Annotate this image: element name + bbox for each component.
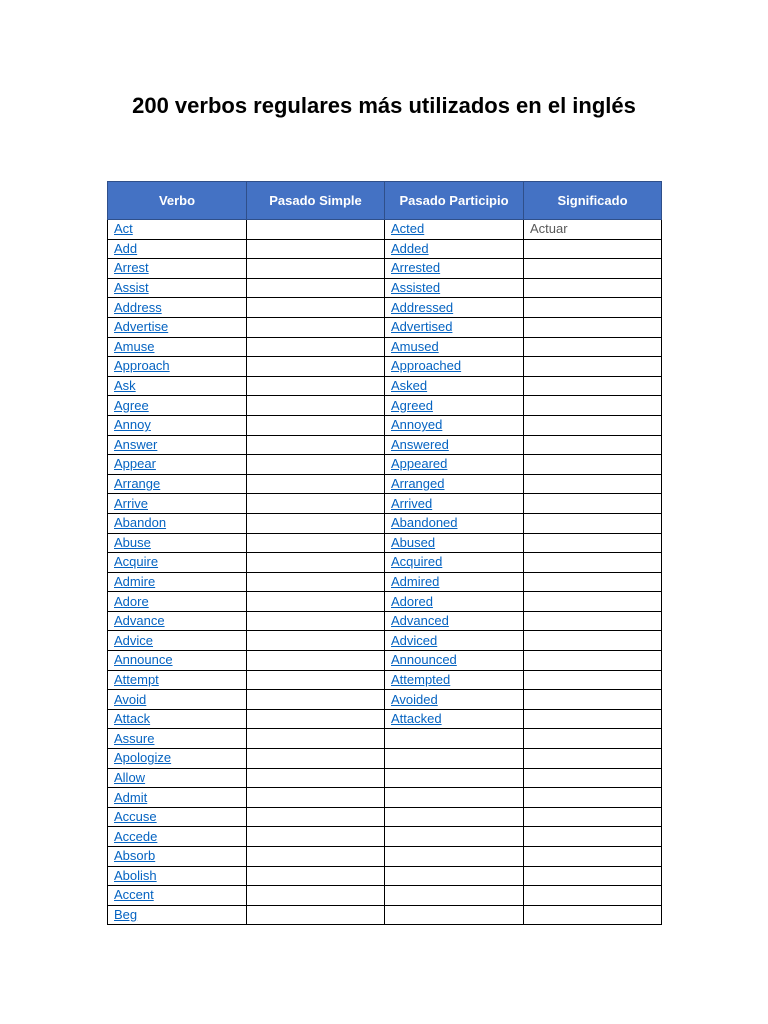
table-row xyxy=(108,847,662,867)
past-participle-cell-link[interactable]: Attacked xyxy=(391,711,442,727)
simple-past-cell xyxy=(247,553,385,573)
verb-cell xyxy=(108,690,247,710)
past-participle-cell-link[interactable]: Annoyed xyxy=(391,417,443,433)
simple-past-cell xyxy=(247,827,385,847)
verb-cell xyxy=(108,788,247,808)
table-row xyxy=(108,905,662,925)
table-row xyxy=(108,768,662,788)
verb-cell xyxy=(108,396,247,416)
verb-cell-link[interactable]: Admire xyxy=(114,573,156,589)
past-participle-cell xyxy=(385,572,524,592)
verb-cell-link[interactable]: Attack xyxy=(114,711,151,727)
table-row xyxy=(108,357,662,377)
meaning-cell xyxy=(524,847,662,867)
verb-cell-link[interactable]: Accede xyxy=(114,828,158,844)
table-row xyxy=(108,455,662,475)
past-participle-cell xyxy=(385,729,524,749)
verb-cell-link[interactable]: Abolish xyxy=(114,867,157,883)
verb-cell xyxy=(108,357,247,377)
table-row xyxy=(108,631,662,651)
past-participle-cell xyxy=(385,827,524,847)
past-participle-cell xyxy=(385,866,524,886)
table-row xyxy=(108,513,662,533)
verb-cell-link[interactable]: Beg xyxy=(114,907,138,923)
past-participle-cell-link[interactable]: Admired xyxy=(391,573,440,589)
table-row xyxy=(108,866,662,886)
table-row xyxy=(108,396,662,416)
past-participle-cell xyxy=(385,690,524,710)
verb-cell-link[interactable]: Abuse xyxy=(114,534,151,550)
verb-cell xyxy=(108,533,247,553)
verb-cell xyxy=(108,376,247,396)
simple-past-cell xyxy=(247,317,385,337)
past-participle-cell-link[interactable]: Abandoned xyxy=(391,515,458,531)
table-row xyxy=(108,317,662,337)
simple-past-cell xyxy=(247,631,385,651)
meaning-cell xyxy=(524,905,662,925)
table-header-row xyxy=(108,182,662,220)
verb-cell-link[interactable]: Amuse xyxy=(114,338,155,354)
meaning-cell xyxy=(524,317,662,337)
simple-past-cell xyxy=(247,220,385,240)
verb-cell-link[interactable]: Attempt xyxy=(114,671,159,687)
verb-cell-link[interactable]: Accent xyxy=(114,887,154,903)
meaning-cell xyxy=(524,513,662,533)
table-row xyxy=(108,729,662,749)
simple-past-cell xyxy=(247,494,385,514)
verb-cell xyxy=(108,259,247,279)
simple-past-cell xyxy=(247,866,385,886)
verb-cell xyxy=(108,768,247,788)
meaning-cell xyxy=(524,455,662,475)
simple-past-cell xyxy=(247,435,385,455)
table-row xyxy=(108,827,662,847)
header-pasado-simple: Pasado Simple xyxy=(247,182,385,220)
past-participle-cell xyxy=(385,807,524,827)
table-row xyxy=(108,553,662,573)
simple-past-cell xyxy=(247,847,385,867)
past-participle-cell xyxy=(385,337,524,357)
past-participle-cell xyxy=(385,455,524,475)
verb-cell-link[interactable]: Apologize xyxy=(114,750,172,766)
table-row xyxy=(108,259,662,279)
past-participle-cell-link[interactable]: Asked xyxy=(391,378,428,394)
meaning-cell xyxy=(524,415,662,435)
table-row xyxy=(108,533,662,553)
simple-past-cell xyxy=(247,298,385,318)
table-row xyxy=(108,670,662,690)
verb-cell xyxy=(108,239,247,259)
verb-cell xyxy=(108,474,247,494)
verb-cell xyxy=(108,709,247,729)
simple-past-cell xyxy=(247,611,385,631)
verb-cell-link[interactable]: Arrest xyxy=(114,260,149,276)
past-participle-cell-link[interactable]: Adviced xyxy=(391,632,438,648)
past-participle-cell xyxy=(385,670,524,690)
simple-past-cell xyxy=(247,905,385,925)
past-participle-cell xyxy=(385,317,524,337)
meaning-cell xyxy=(524,259,662,279)
meaning-cell xyxy=(524,709,662,729)
verb-cell-link[interactable]: Allow xyxy=(114,769,146,785)
meaning-cell: Actuar xyxy=(524,220,662,240)
past-participle-cell xyxy=(385,357,524,377)
past-participle-cell xyxy=(385,651,524,671)
past-participle-cell-link[interactable]: Advertised xyxy=(391,319,453,335)
verb-cell-link[interactable]: Annoy xyxy=(114,417,151,433)
past-participle-cell-link[interactable]: Addressed xyxy=(391,299,454,315)
meaning-cell xyxy=(524,396,662,416)
past-participle-cell xyxy=(385,553,524,573)
simple-past-cell xyxy=(247,533,385,553)
table-row xyxy=(108,494,662,514)
meaning-cell xyxy=(524,886,662,906)
verb-cell xyxy=(108,729,247,749)
past-participle-cell xyxy=(385,396,524,416)
past-participle-cell xyxy=(385,298,524,318)
simple-past-cell xyxy=(247,768,385,788)
verb-cell xyxy=(108,455,247,475)
meaning-cell xyxy=(524,768,662,788)
past-participle-cell-link[interactable]: Answered xyxy=(391,436,449,452)
table-row xyxy=(108,788,662,808)
meaning-cell xyxy=(524,494,662,514)
meaning-cell xyxy=(524,611,662,631)
table-row xyxy=(108,337,662,357)
header-pasado-participio: Pasado Participio xyxy=(385,182,524,220)
verb-cell xyxy=(108,513,247,533)
simple-past-cell xyxy=(247,513,385,533)
meaning-cell xyxy=(524,690,662,710)
past-participle-cell xyxy=(385,415,524,435)
meaning-cell xyxy=(524,592,662,612)
past-participle-cell xyxy=(385,592,524,612)
meaning-cell xyxy=(524,239,662,259)
verb-cell xyxy=(108,651,247,671)
verb-cell xyxy=(108,278,247,298)
meaning-cell xyxy=(524,631,662,651)
table-row xyxy=(108,709,662,729)
past-participle-cell xyxy=(385,376,524,396)
past-participle-cell-link[interactable]: Arrived xyxy=(391,495,433,511)
verb-cell xyxy=(108,553,247,573)
meaning-cell xyxy=(524,474,662,494)
verbs-table xyxy=(107,181,662,925)
past-participle-cell xyxy=(385,788,524,808)
simple-past-cell xyxy=(247,749,385,769)
past-participle-cell xyxy=(385,709,524,729)
meaning-cell xyxy=(524,651,662,671)
meaning-cell xyxy=(524,278,662,298)
past-participle-cell xyxy=(385,905,524,925)
header-verbo: Verbo xyxy=(108,182,247,220)
past-participle-cell xyxy=(385,631,524,651)
verb-cell-link[interactable]: Advertise xyxy=(114,319,169,335)
meaning-cell xyxy=(524,337,662,357)
verb-cell-link[interactable]: Add xyxy=(114,240,138,256)
verb-cell xyxy=(108,886,247,906)
past-participle-cell xyxy=(385,768,524,788)
past-participle-cell xyxy=(385,513,524,533)
past-participle-cell xyxy=(385,886,524,906)
simple-past-cell xyxy=(247,709,385,729)
past-participle-cell xyxy=(385,435,524,455)
meaning-cell xyxy=(524,788,662,808)
past-participle-cell-link[interactable]: Added xyxy=(391,240,429,256)
simple-past-cell xyxy=(247,278,385,298)
verb-cell xyxy=(108,670,247,690)
verb-cell xyxy=(108,827,247,847)
simple-past-cell xyxy=(247,670,385,690)
verb-cell-link[interactable]: Assist xyxy=(114,280,149,296)
verb-cell-link[interactable]: Announce xyxy=(114,652,173,668)
verb-cell-link[interactable]: Assure xyxy=(114,730,155,746)
verb-cell-link[interactable]: Address xyxy=(114,299,162,315)
meaning-cell xyxy=(524,866,662,886)
past-participle-cell xyxy=(385,239,524,259)
header-significado: Significado xyxy=(524,182,662,220)
verb-cell xyxy=(108,631,247,651)
verb-cell-link[interactable]: Agree xyxy=(114,397,149,413)
table-row xyxy=(108,572,662,592)
verb-cell-link[interactable]: Approach xyxy=(114,358,170,374)
simple-past-cell xyxy=(247,337,385,357)
verb-cell xyxy=(108,866,247,886)
simple-past-cell xyxy=(247,788,385,808)
simple-past-cell xyxy=(247,807,385,827)
verb-cell-link[interactable]: Ask xyxy=(114,378,136,394)
meaning-cell xyxy=(524,572,662,592)
meaning-cell xyxy=(524,729,662,749)
past-participle-cell-link[interactable]: Announced xyxy=(391,652,457,668)
past-participle-cell-link[interactable]: Advanced xyxy=(391,613,449,629)
meaning-cell xyxy=(524,827,662,847)
simple-past-cell xyxy=(247,592,385,612)
verb-cell xyxy=(108,337,247,357)
meaning-cell xyxy=(524,376,662,396)
table-row xyxy=(108,474,662,494)
simple-past-cell xyxy=(247,474,385,494)
past-participle-cell-link[interactable]: Arrested xyxy=(391,260,441,276)
verb-cell-link[interactable]: Advance xyxy=(114,613,165,629)
verb-cell xyxy=(108,435,247,455)
simple-past-cell xyxy=(247,357,385,377)
table-row xyxy=(108,435,662,455)
past-participle-cell-link[interactable]: Agreed xyxy=(391,397,433,413)
past-participle-cell xyxy=(385,220,524,240)
past-participle-cell xyxy=(385,611,524,631)
past-participle-cell xyxy=(385,278,524,298)
table-body xyxy=(108,220,662,925)
verb-cell-link[interactable]: Acquire xyxy=(114,554,159,570)
simple-past-cell xyxy=(247,690,385,710)
verb-cell-link[interactable]: Arrange xyxy=(114,476,161,492)
verb-cell-link[interactable]: Answer xyxy=(114,436,158,452)
past-participle-cell-link[interactable]: Abused xyxy=(391,534,436,550)
meaning-cell xyxy=(524,553,662,573)
table-row xyxy=(108,415,662,435)
simple-past-cell xyxy=(247,729,385,749)
verb-cell xyxy=(108,592,247,612)
table-row xyxy=(108,239,662,259)
past-participle-cell-link[interactable]: Adored xyxy=(391,593,433,609)
verb-cell xyxy=(108,572,247,592)
table-row xyxy=(108,611,662,631)
table-row xyxy=(108,298,662,318)
verb-cell-link[interactable]: Absorb xyxy=(114,848,156,864)
verb-cell xyxy=(108,749,247,769)
verb-cell-link[interactable]: Advice xyxy=(114,632,154,648)
verb-cell xyxy=(108,220,247,240)
verb-cell-link[interactable]: Abandon xyxy=(114,515,167,531)
verb-cell xyxy=(108,415,247,435)
simple-past-cell xyxy=(247,572,385,592)
table-row xyxy=(108,220,662,240)
meaning-cell xyxy=(524,807,662,827)
verb-cell xyxy=(108,317,247,337)
verb-cell xyxy=(108,494,247,514)
table-row xyxy=(108,886,662,906)
verb-cell xyxy=(108,847,247,867)
verb-cell-link[interactable]: Admit xyxy=(114,789,148,805)
past-participle-cell xyxy=(385,259,524,279)
simple-past-cell xyxy=(247,259,385,279)
table-row xyxy=(108,749,662,769)
past-participle-cell-link[interactable]: Acquired xyxy=(391,554,443,570)
past-participle-cell-link[interactable]: Attempted xyxy=(391,671,451,687)
verb-cell xyxy=(108,298,247,318)
past-participle-cell-link[interactable]: Assisted xyxy=(391,280,441,296)
meaning-cell xyxy=(524,298,662,318)
table-row xyxy=(108,278,662,298)
meaning-cell xyxy=(524,435,662,455)
past-participle-cell-link[interactable]: Appeared xyxy=(391,456,448,472)
past-participle-cell xyxy=(385,494,524,514)
meaning-cell xyxy=(524,749,662,769)
simple-past-cell xyxy=(247,415,385,435)
meaning-cell xyxy=(524,533,662,553)
past-participle-cell-link[interactable]: Acted xyxy=(391,221,425,237)
verb-cell-link[interactable]: Avoid xyxy=(114,691,147,707)
table-row xyxy=(108,690,662,710)
table-row xyxy=(108,651,662,671)
simple-past-cell xyxy=(247,396,385,416)
past-participle-cell-link[interactable]: Avoided xyxy=(391,691,438,707)
verb-cell xyxy=(108,905,247,925)
past-participle-cell xyxy=(385,533,524,553)
verb-cell xyxy=(108,611,247,631)
verb-cell xyxy=(108,807,247,827)
verb-cell-link[interactable]: Accuse xyxy=(114,809,157,825)
page-title: 200 verbos regulares más utilizados en el inglés xyxy=(132,93,636,118)
simple-past-cell xyxy=(247,239,385,259)
past-participle-cell-link[interactable]: Approached xyxy=(391,358,462,374)
meaning-cell xyxy=(524,357,662,377)
past-participle-cell xyxy=(385,749,524,769)
past-participle-cell xyxy=(385,474,524,494)
past-participle-cell-link[interactable]: Amused xyxy=(391,338,439,354)
meaning-cell xyxy=(524,670,662,690)
verb-cell-link[interactable]: Appear xyxy=(114,456,156,472)
simple-past-cell xyxy=(247,376,385,396)
past-participle-cell xyxy=(385,847,524,867)
table-row xyxy=(108,376,662,396)
simple-past-cell xyxy=(247,455,385,475)
past-participle-cell-link[interactable]: Arranged xyxy=(391,476,445,492)
simple-past-cell xyxy=(247,886,385,906)
verb-cell-link[interactable]: Adore xyxy=(114,593,149,609)
table-row xyxy=(108,592,662,612)
verb-cell-link[interactable]: Act xyxy=(114,221,133,237)
table-row xyxy=(108,807,662,827)
verb-cell-link[interactable]: Arrive xyxy=(114,495,148,511)
simple-past-cell xyxy=(247,651,385,671)
